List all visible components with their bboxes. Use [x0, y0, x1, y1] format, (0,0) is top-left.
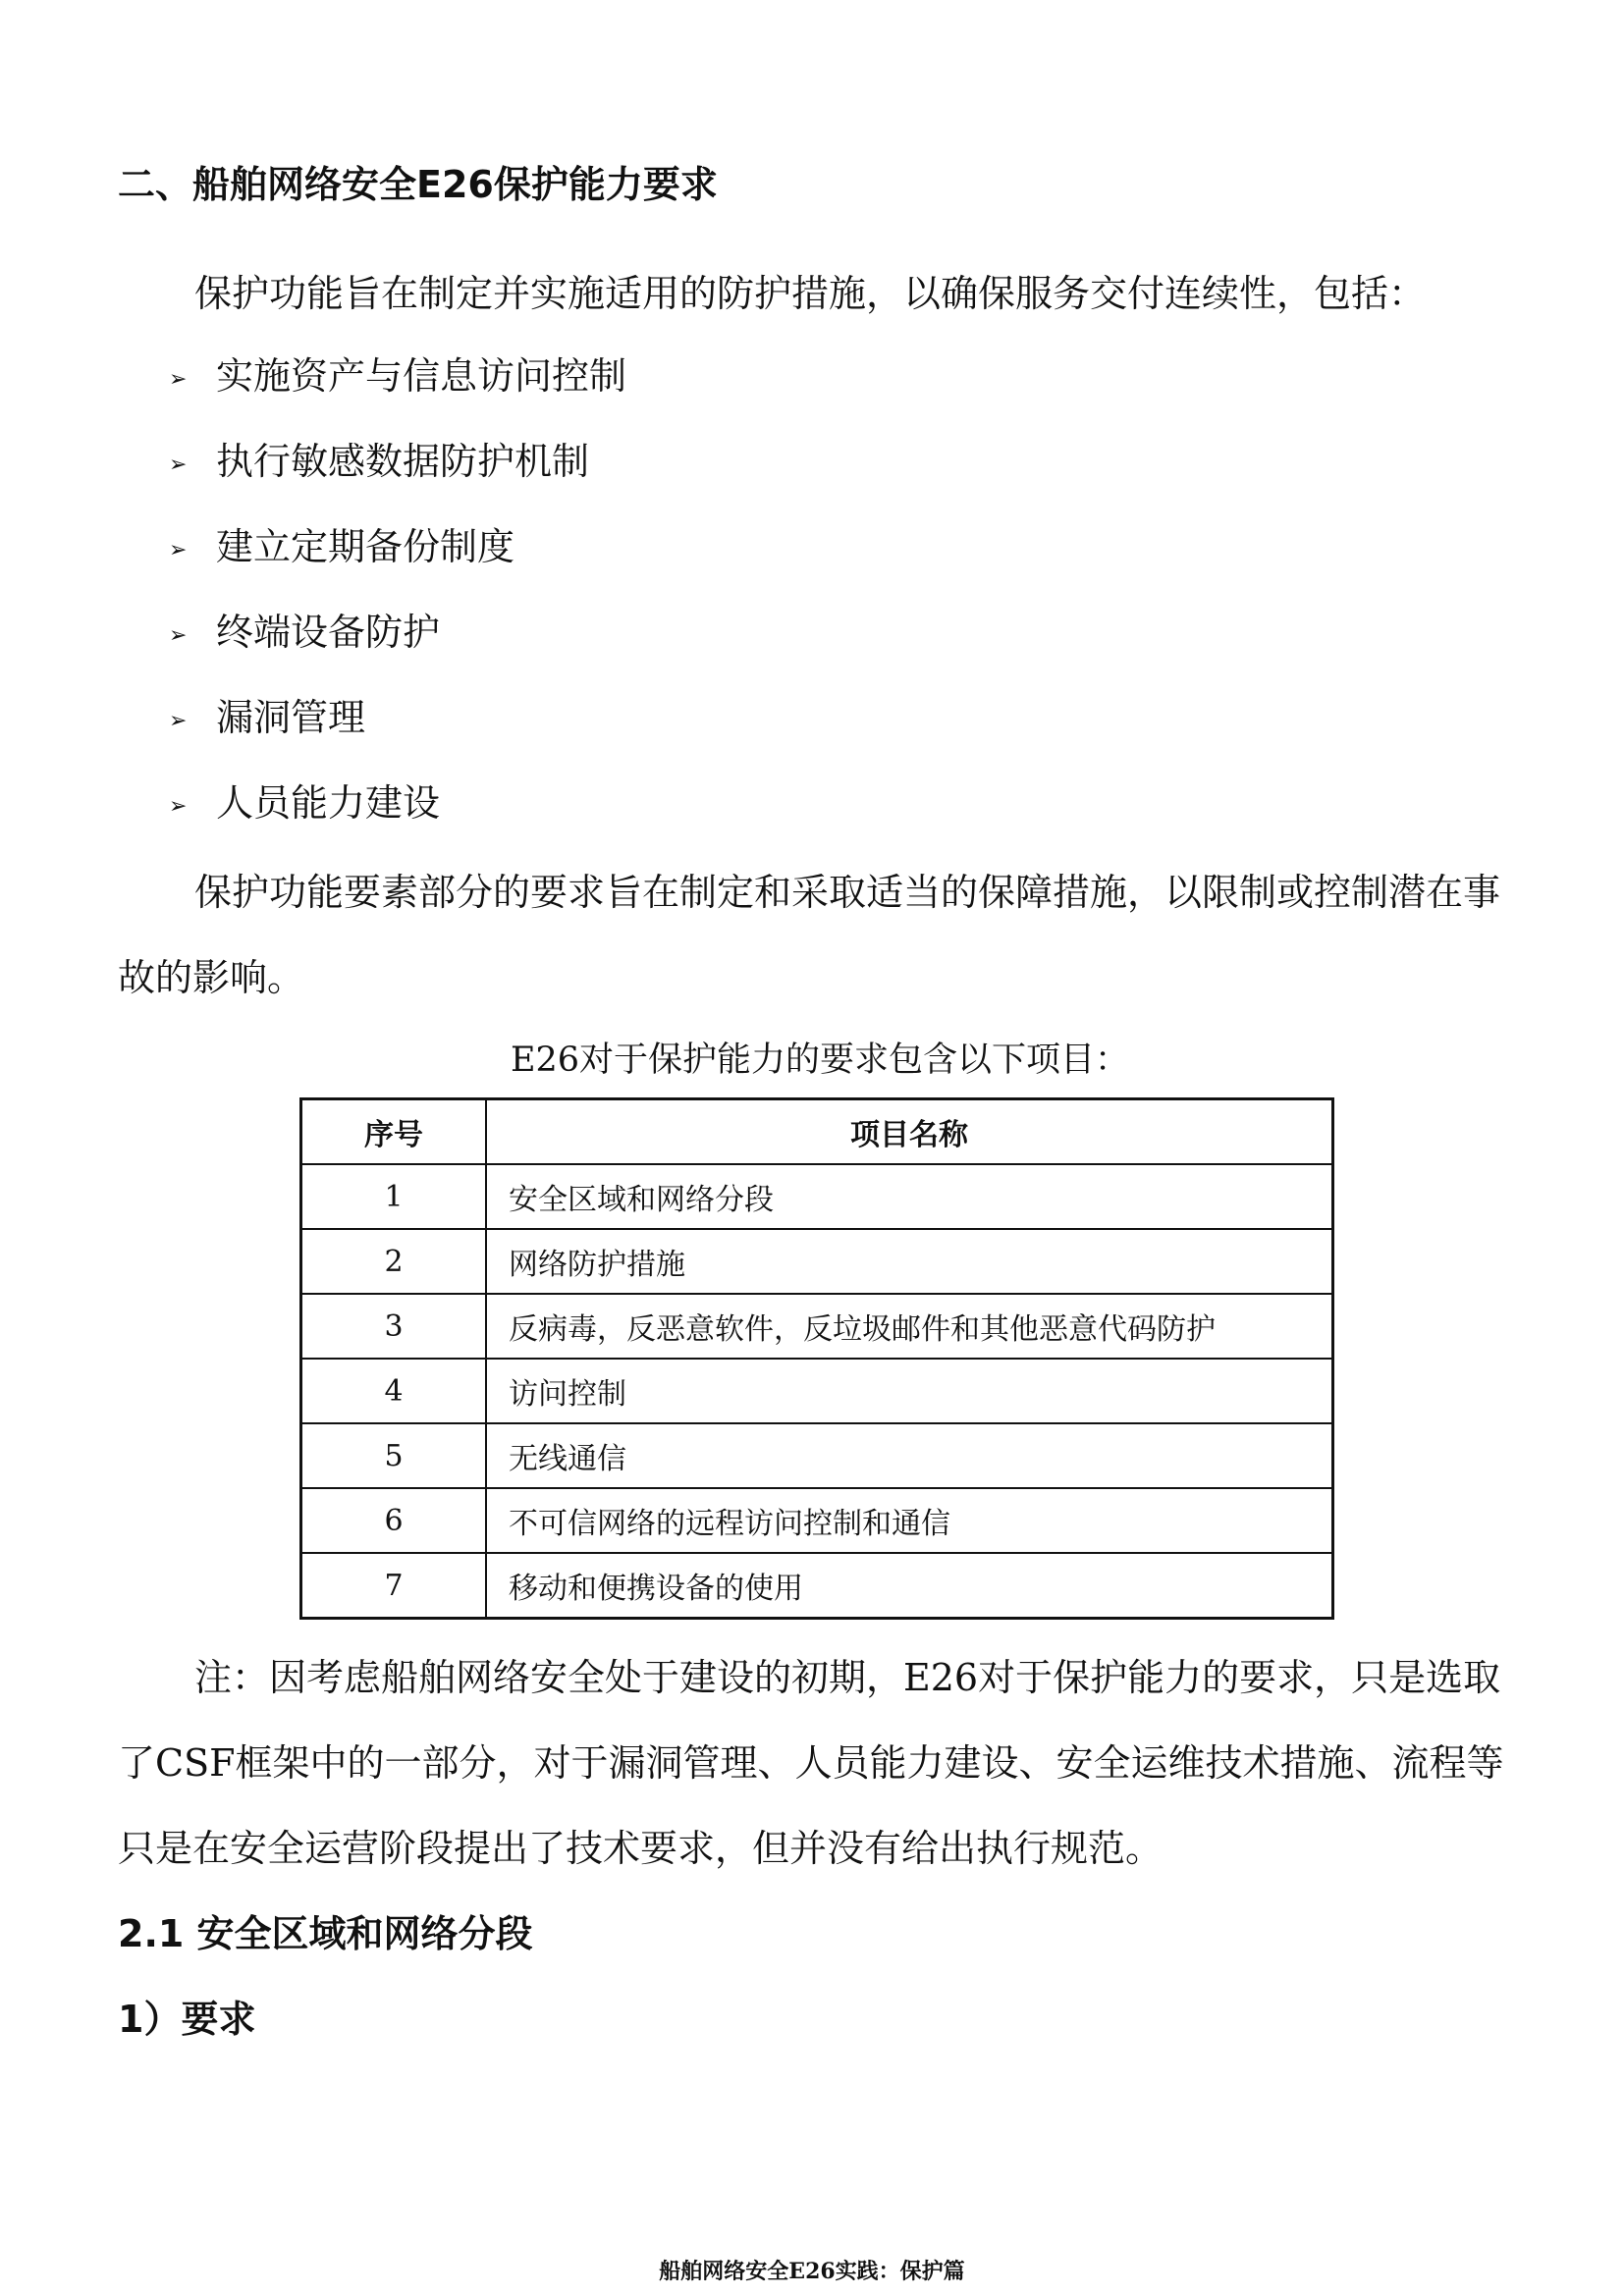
arrow-bullet-icon: ➢	[169, 623, 188, 648]
list-item: ➢ 漏洞管理	[169, 675, 626, 761]
row-number: 5	[301, 1423, 487, 1488]
row-item-name: 网络防护措施	[486, 1229, 1333, 1294]
list-item: ➢ 人员能力建设	[169, 761, 626, 846]
row-number: 3	[301, 1294, 487, 1359]
list-item: ➢ 执行敏感数据防护机制	[169, 419, 626, 505]
table-caption: E26对于保护能力的要求包含以下项目：	[510, 1041, 1130, 1080]
list-item: ➢ 实施资产与信息访问控制	[169, 334, 626, 419]
subsection-heading: 2.1 安全区域和网络分段	[118, 1912, 533, 1955]
row-number: 6	[301, 1488, 487, 1553]
arrow-bullet-icon: ➢	[169, 538, 188, 562]
list-item: ➢ 终端设备防护	[169, 590, 626, 675]
table-row	[301, 1229, 1333, 1294]
row-number: 7	[301, 1553, 487, 1619]
table-row	[301, 1553, 1333, 1619]
requirements-table	[299, 1097, 1334, 1620]
table-row	[301, 1359, 1333, 1423]
column-header-number: 序号	[301, 1099, 487, 1165]
table-header-row	[301, 1099, 1333, 1165]
intro-paragraph: 保护功能旨在制定并实施适用的防护措施，以确保服务交付连续性，包括：	[194, 272, 1427, 315]
row-item-name: 反病毒，反恶意软件，反垃圾邮件和其他恶意代码防护	[486, 1294, 1333, 1359]
row-item-name: 不可信网络的远程访问控制和通信	[486, 1488, 1333, 1553]
arrow-bullet-icon: ➢	[169, 709, 188, 733]
requirement-heading: 1）要求	[118, 1998, 256, 2041]
page-footer: 船舶网络安全E26实践：保护篇	[659, 2259, 965, 2284]
note-paragraph: 注：因考虑船舶网络安全处于建设的初期，E26对于保护能力的要求，只是选取了CSF框架中的一部分，对于漏洞管理、人员能力建设、安全运维技术措施、流程等只是在安全运营阶段提出了技术要求，但并没有给出执行规范。	[118, 1656, 1504, 1870]
protection-list	[169, 334, 626, 846]
table-row	[301, 1294, 1333, 1359]
arrow-bullet-icon: ➢	[169, 367, 188, 392]
row-number: 1	[301, 1164, 487, 1229]
row-item-name: 安全区域和网络分段	[486, 1164, 1333, 1229]
row-item-name: 无线通信	[486, 1423, 1333, 1488]
column-header-name: 项目名称	[486, 1099, 1333, 1165]
arrow-bullet-icon: ➢	[169, 453, 188, 477]
paragraph: 保护功能要素部分的要求旨在制定和采取适当的保障措施，以限制或控制潜在事故的影响。	[118, 871, 1501, 999]
row-number: 4	[301, 1359, 487, 1423]
table-row	[301, 1164, 1333, 1229]
section-heading: 二、船舶网络安全E26保护能力要求	[118, 163, 718, 206]
list-item: ➢ 建立定期备份制度	[169, 505, 626, 590]
row-number: 2	[301, 1229, 487, 1294]
table-row	[301, 1488, 1333, 1553]
table-row	[301, 1423, 1333, 1488]
arrow-bullet-icon: ➢	[169, 794, 188, 819]
row-item-name: 访问控制	[486, 1359, 1333, 1423]
row-item-name: 移动和便携设备的使用	[486, 1553, 1333, 1619]
